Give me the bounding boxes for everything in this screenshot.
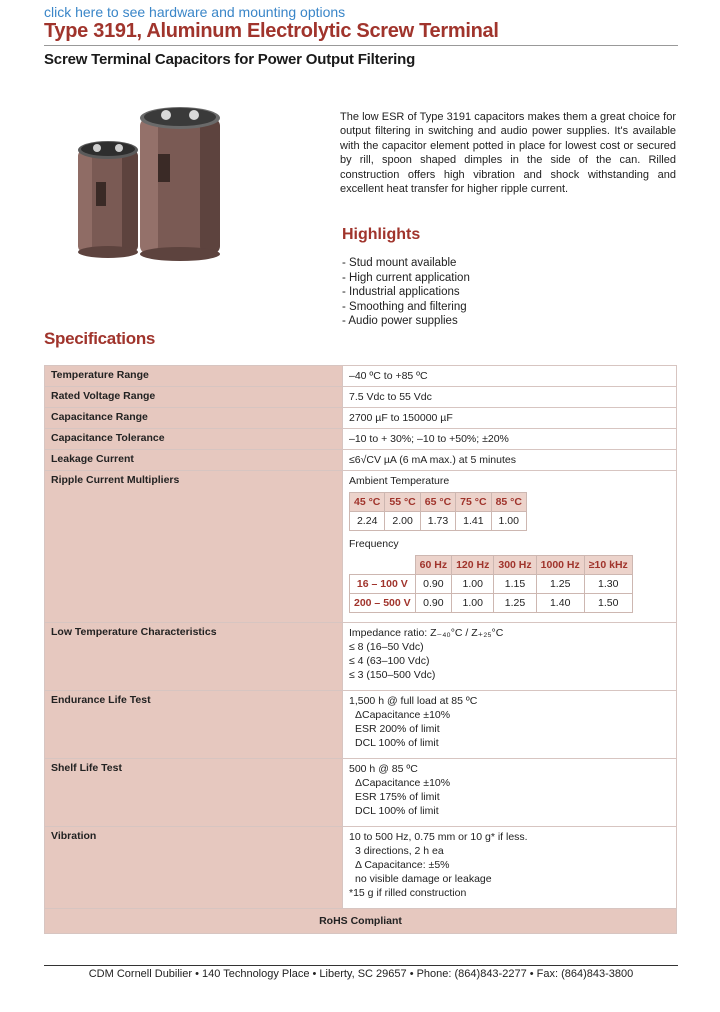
- spec-line: ΔCapacitance ±10%: [355, 777, 451, 789]
- highlights-heading: Highlights: [342, 226, 421, 243]
- temp-header: 55 °C: [385, 493, 420, 512]
- spec-row-voltage: [45, 387, 677, 408]
- spec-label: Rated Voltage Range: [45, 387, 343, 408]
- spec-row-ripple: [45, 471, 677, 623]
- temp-header: 45 °C: [350, 493, 385, 512]
- spec-value: [343, 691, 677, 759]
- freq-value: 1.00: [452, 575, 494, 594]
- spec-value: 2700 µF to 150000 µF: [343, 408, 677, 429]
- ambient-temperature-label: Ambient Temperature: [349, 475, 450, 487]
- spec-label: Temperature Range: [45, 366, 343, 387]
- spec-row-shelf-life: [45, 759, 677, 827]
- spec-line: *15 g if rilled construction: [349, 887, 467, 899]
- spec-value: [343, 827, 677, 909]
- spec-row-vibration: [45, 827, 677, 909]
- spec-value: [343, 623, 677, 691]
- frequency-multiplier-table: [349, 555, 633, 613]
- small-capacitor-image: [78, 141, 138, 258]
- spec-line: DCL 100% of limit: [355, 737, 439, 749]
- spec-row-temperature: [45, 366, 677, 387]
- spec-line: 500 h @ 85 ºC: [349, 763, 418, 775]
- freq-value: 0.90: [415, 575, 451, 594]
- highlight-item: - High current application: [342, 271, 470, 284]
- highlight-item: - Audio power supplies: [342, 315, 458, 328]
- footer-contact: CDM Cornell Dubilier • 140 Technology Place • Liberty, SC 29657 • Phone: (864)843-2277 • Fax: (864)843-3800: [88, 968, 634, 980]
- temp-value: 1.73: [420, 512, 455, 531]
- spec-value: –40 ºC to +85 ºC: [343, 366, 677, 387]
- freq-value: 0.90: [415, 594, 451, 613]
- page-subtitle: Screw Terminal Capacitors for Power Output Filtering: [44, 51, 416, 68]
- title-divider: [44, 45, 678, 46]
- temp-value: 1.00: [491, 512, 526, 531]
- freq-header: 120 Hz: [452, 556, 494, 575]
- freq-value: 1.30: [584, 575, 632, 594]
- spec-line: no visible damage or leakage: [355, 873, 492, 885]
- spec-row-leakage: [45, 450, 677, 471]
- temp-value: 2.00: [385, 512, 420, 531]
- freq-value: 1.15: [494, 575, 536, 594]
- freq-header: ≥10 kHz: [584, 556, 632, 575]
- spec-label: Low Temperature Characteristics: [45, 623, 343, 691]
- spec-line: ≤ 3 (150–500 Vdc): [349, 669, 436, 681]
- freq-header: 300 Hz: [494, 556, 536, 575]
- spec-line: ΔCapacitance ±10%: [355, 709, 451, 721]
- spec-row-capacitance: [45, 408, 677, 429]
- spec-row-endurance: [45, 691, 677, 759]
- highlight-item: - Industrial applications: [342, 286, 460, 299]
- temp-value: 1.41: [456, 512, 491, 531]
- spec-value: ≤6√CV µA (6 mA max.) at 5 minutes: [343, 450, 677, 471]
- spec-line: ESR 175% of limit: [355, 791, 440, 803]
- temp-header: 75 °C: [456, 493, 491, 512]
- spec-label: Capacitance Tolerance: [45, 429, 343, 450]
- large-capacitor-image: [140, 107, 220, 261]
- freq-value: 1.25: [536, 575, 584, 594]
- spec-line: ≤ 4 (63–100 Vdc): [349, 655, 430, 667]
- spec-row-tolerance: [45, 429, 677, 450]
- corner-cell: [350, 556, 416, 575]
- spec-row-low-temperature: [45, 623, 677, 691]
- capacitor-photo: [72, 102, 272, 262]
- temperature-multiplier-table: [349, 492, 527, 531]
- spec-line: 1,500 h @ full load at 85 ºC: [349, 695, 478, 707]
- hardware-options-link[interactable]: click here to see hardware and mounting options: [44, 4, 346, 20]
- freq-header: 1000 Hz: [536, 556, 584, 575]
- freq-value: 1.50: [584, 594, 632, 613]
- freq-value: 1.00: [452, 594, 494, 613]
- spec-label: Leakage Current: [45, 450, 343, 471]
- temp-value: 2.24: [350, 512, 385, 531]
- voltage-range-label: 200 – 500 V: [350, 594, 416, 613]
- spec-label: Endurance Life Test: [45, 691, 343, 759]
- freq-value: 1.40: [536, 594, 584, 613]
- rohs-compliant-label: RoHS Compliant: [45, 909, 677, 934]
- spec-line: Δ Capacitance: ±5%: [355, 859, 450, 871]
- spec-label: Vibration: [45, 827, 343, 909]
- freq-header: 60 Hz: [415, 556, 451, 575]
- footer-divider: [44, 965, 678, 966]
- spec-line: 3 directions, 2 h ea: [355, 845, 444, 857]
- spec-value: [343, 759, 677, 827]
- spec-line: ESR 200% of limit: [355, 723, 440, 735]
- specifications-heading: Specifications: [44, 329, 156, 348]
- page-title: Type 3191, Aluminum Electrolytic Screw Terminal: [44, 20, 499, 42]
- spec-value: 7.5 Vdc to 55 Vdc: [343, 387, 677, 408]
- freq-value: 1.25: [494, 594, 536, 613]
- spec-line: 10 to 500 Hz, 0.75 mm or 10 g* if less.: [349, 831, 528, 843]
- spec-row-rohs: [45, 909, 677, 934]
- spec-value: –10 to + 30%; –10 to +50%; ±20%: [343, 429, 677, 450]
- temp-header: 85 °C: [491, 493, 526, 512]
- highlights-list: [342, 256, 470, 329]
- voltage-range-label: 16 – 100 V: [350, 575, 416, 594]
- spec-label: Capacitance Range: [45, 408, 343, 429]
- spec-line: Impedance ratio: Z₋₄₀°C / Z₊₂₅°C: [349, 627, 504, 639]
- spec-value: [343, 471, 677, 623]
- intro-paragraph: The low ESR of Type 3191 capacitors makes them a great choice for output filtering in switching and audio power supplies. It's available with the capacitor element potted in place for lowest cost or secured by rill, spoon shaped dimples in the side of the can. Rilled construction offers high vibration and shock withstanding and excellent heat transfer for higher ripple current.: [340, 111, 676, 196]
- frequency-label: Frequency: [349, 538, 399, 550]
- spec-line: DCL 100% of limit: [355, 805, 439, 817]
- highlight-item: - Stud mount available: [342, 257, 457, 269]
- spec-label: Ripple Current Multipliers: [45, 471, 343, 623]
- specifications-table: [44, 365, 677, 934]
- spec-line: ≤ 8 (16–50 Vdc): [349, 641, 424, 653]
- highlight-item: - Smoothing and filtering: [342, 300, 467, 313]
- spec-label: Shelf Life Test: [45, 759, 343, 827]
- temp-header: 65 °C: [420, 493, 455, 512]
